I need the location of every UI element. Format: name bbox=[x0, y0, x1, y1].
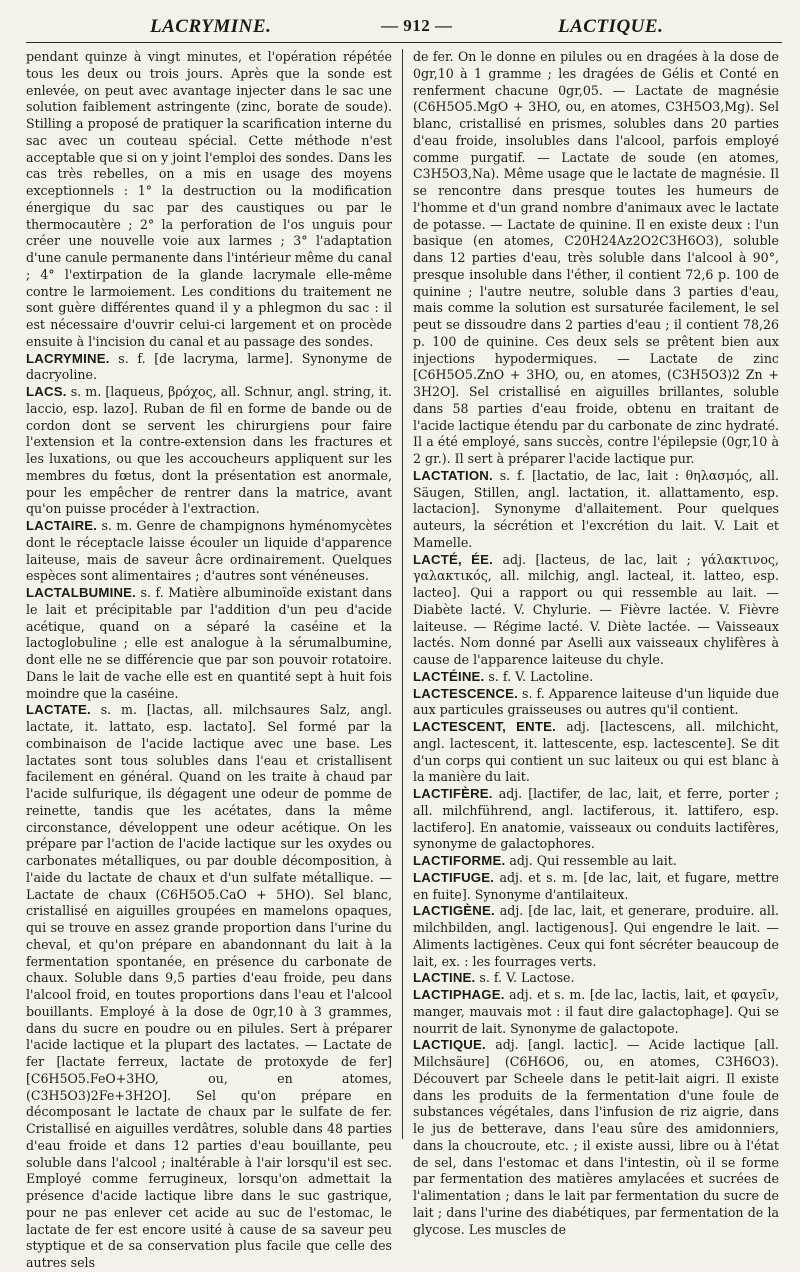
headword: LACTIFÈRE. bbox=[413, 786, 493, 801]
headword: LACTIPHAGE. bbox=[413, 987, 505, 1002]
running-head bbox=[26, 14, 782, 40]
headword: LACTÉINE. bbox=[413, 668, 485, 684]
entry-lactifuge bbox=[413, 870, 779, 904]
headword: LACTÉ, ÉE. bbox=[413, 551, 494, 567]
left-column bbox=[26, 49, 402, 1270]
entry-lactaire bbox=[26, 518, 392, 585]
definition: s. f. V. Lactoline. bbox=[488, 668, 594, 684]
definition: s. f. [de lacryma, larme]. Synonyme de dacryoline. bbox=[26, 350, 392, 383]
entry-lactigene bbox=[413, 903, 779, 970]
headword: LACTESCENCE. bbox=[413, 685, 518, 701]
headword: LACTALBUMINE. bbox=[26, 585, 137, 600]
entry-lactate bbox=[26, 702, 392, 1272]
right-column bbox=[403, 49, 779, 1237]
definition: adj. et s. m. [de lac, lait, et fugare, mettre en fuite]. Synonyme d'antilaiteux. bbox=[413, 869, 779, 902]
definition: s. m. [laqueus, βρόχος, all. Schnur, angl. string, it. laccio, esp. lazo]. Ruban de fil en forme de bande ou de cordon dont se servent les chirurgiens pour faire l'extension et la contre-extension dans les fractures et les luxations, ou que les accoucheurs appliquent sur les membres du fœtus, dont la présentation est anormale, pour les empêcher de rentrer dans la matrice, avant qu'on puisse procéder à l'extraction. bbox=[26, 384, 392, 517]
entry-lactifere bbox=[413, 786, 779, 853]
entry-lactation bbox=[413, 468, 779, 552]
entry-lacrymine bbox=[26, 351, 392, 385]
running-head-right: LACTIQUE. bbox=[558, 16, 664, 37]
headword: LACTIQUE. bbox=[413, 1037, 486, 1053]
definition: adj. et s. m. [de lac, lactis, lait, et φαγεῖν, manger, mauvais mot : il faut dire galactophage]. Qui se nourrit de lait. Synonyme de galactopote. bbox=[413, 987, 779, 1036]
headword: LACTIFORME. bbox=[413, 853, 506, 868]
definition: adj. [lactifer, de lac, lait, et ferre, porter ; all. milchführend, angl. lactiferous, it. lattifero, esp. lactifero]. En anatomie, vaisseaux ou conduits lactifères, synonyme de galactophores. bbox=[413, 786, 779, 852]
header-rule bbox=[26, 42, 782, 43]
headword: LACTATE. bbox=[26, 702, 91, 718]
entry-lactique bbox=[413, 1037, 779, 1238]
entry-lactiphage bbox=[413, 987, 779, 1037]
entry-lacteine bbox=[413, 669, 779, 686]
headword: LACTATION. bbox=[413, 467, 493, 483]
definition: s. m. Genre de champignons hyménomycètes dont le réceptacle laisse écouler un liquide d'apparence laiteuse, mais de saveur âcre ordinairement. Quelques espèces sont alimentaires ; d'autres sont vénéneuses. bbox=[26, 518, 392, 584]
entry-lacte bbox=[413, 552, 779, 669]
headword: LACTINE. bbox=[413, 970, 476, 986]
headword: LACTAIRE. bbox=[26, 518, 98, 533]
left-continuation: pendant quinze à vingt minutes, et l'opération répétée tous les deux ou trois jours. Après que la sonde est enlevée, on peut avec avantage injecter dans le sac une solution faiblement astringente (zinc, borate de soude). Stilling a proposé de pratiquer la scarification interne du sac avec un couteau spécial. Cette méthode n'est acceptable que si on y joint l'emploi des sondes. Dans les cas très rebelles, on a mis en usage des moyens exceptionnels : 1° la destruction ou la modification énergique du sac par des caustiques ou par le thermocautère ; 2° la perforation de l'os unguis pour créer une nouvelle voie aux larmes ; 3° l'adaptation d'une canule permanente dans l'intérieur même du canal ; 4° l'extirpation de la glande lacrymale elle-même contre le larmoiement. Les conditions du traitement ne sont guère différentes quand il y a phlegmon du sac : il est nécessaire d'ouvrir celui-ci largement et on procède ensuite à l'incision du canal et au passage des sondes. bbox=[26, 49, 392, 349]
headword: LACRYMINE. bbox=[26, 350, 110, 366]
page-number: — 912 — bbox=[381, 16, 453, 35]
definition: adj. [angl. lactic]. — Acide lactique [all. Milchsäure] (C6H6O6, ou, en atomes, C3H6O3). Découvert par Scheele dans le petit-lait aigri. Il existe dans les produits de la fermentation d'une foule de substances végétales, dans l'infusion de riz aigrie, dans le jus de betterave, dans l'eau sûre des amidonniers, dans la choucroute, etc. ; il existe aussi, libre ou à l'état de sel, dans l'estomac et dans l'intestin, où il se forme par fermentation des matières amylacées et sucrées de l'alimentation ; dans le lait par fermentation du sucre de lait ; dans l'urine des diabétiques, par fermentation de la glycose. Les muscles de bbox=[413, 1037, 779, 1237]
entry-lactalbumine bbox=[26, 585, 392, 702]
definition: adj. Qui ressemble au lait. bbox=[509, 853, 677, 868]
definition: adj. [lacteus, de lac, lait ; γάλακτινος, γαλακτικός, all. milchig, angl. lacteal, it. latteo, esp. lacteo]. Qui a rapport ou qui ressemble au lait. — Diabète lacté. V. Chylurie. — Fièvre lactée. V. Fièvre laiteuse. — Régime lacté. V. Diète lactée. — Vaisseaux lactés. Nom donné par Aselli aux vaisseaux chylifères à cause de l'apparence laiteuse du chyle. bbox=[413, 551, 779, 667]
headword: LACTIGÈNE. bbox=[413, 903, 495, 919]
entry-lactescence bbox=[413, 686, 779, 720]
headword: LACTESCENT, ENTE. bbox=[413, 719, 556, 734]
running-head-left: LACRYMINE. bbox=[150, 16, 272, 37]
definition: s. f. Matière albuminoïde existant dans le lait et précipitable par l'addition d'un peu d'acide acétique, quand on a séparé la caséine et la lactoglobuline ; elle est analogue à la sérumalbumine, dont elle ne se différencie que par son pouvoir rotatoire. Dans le lait de vache elle est en quantité sept à huit fois moindre que la caséine. bbox=[26, 585, 392, 701]
definition: adj. [de lac, lait, et generare, produire. all. milchbilden, angl. lactigenous]. Qui engendre le lait. — Aliments lactigènes. Ceux qui font sécréter beaucoup de lait, ex. : les fourrages verts. bbox=[413, 903, 779, 969]
definition: s. m. [lactas, all. milchsaures Salz, angl. lactate, it. lattato, esp. lactato]. Sel formé par la combinaison de l'acide lactique avec une base. Les lactates sont tous solubles dans l'eau et cristallisent facilement en général. Quand on les traite à chaud par l'acide sulfurique, ils dégagent une odeur de pomme de reinette, tandis que les acétates, dans la même circonstance, développent une odeur acétique. On les prépare par l'action de l'acide lactique sur les oxydes ou carbonates métalliques, ou par double décomposition, à l'aide du lactate de chaux et d'un sulfate métallique. — Lactate de chaux (C6H5O5.CaO + 5HO). Sel blanc, cristallisé en aiguilles groupées en mamelons opaques, qui se trouve en assez grande proportion dans l'urine du cheval, et qu'on prépare en abandonnant du lait à la fermentation spontanée, en présence du carbonate de chaux. Soluble dans 9,5 parties d'eau froide, peu dans l'alcool froid, en toutes proportions dans l'eau et l'alcool bouillants. Employé à la dose de 0gr,10 à 3 grammes, dans du sucre en poudre ou en pilules. Sert à préparer l'acide lactique et la plupart des lactates. — Lactate de fer [lactate ferreux, lactate de protoxyde de fer] [C6H5O5.FeO+3HO, ou, en atomes, (C3H5O3)2Fe+3H2O]. Sel qu'on prépare en décomposant le lactate de chaux par le sulfate de fer. Cristallisé en aiguilles verdâtres, soluble dans 48 parties d'eau froide et dans 12 parties d'eau bouillante, peu soluble dans l'alcool ; inaltérable à l'air lorsqu'il est sec. Employé comme ferrugineux, lorsqu'on admettait la présence d'acide lactique libre dans le suc gastrique, pour ne pas enlever cet acide au suc de l'estomac, le lactate de fer est encore usité à cause de sa saveur peu styptique et de sa conservation plus facile que celle des autres sels bbox=[26, 702, 392, 1270]
entry-lactescent bbox=[413, 719, 779, 786]
text-columns bbox=[26, 49, 782, 1270]
definition: s. f. [lactatio, de lac, lait : θηλασμός, all. Säugen, Stillen, angl. lactation, it. allattamento, esp. lactacion]. Synonyme d'allaitement. Pour quelques auteurs, la sécrétion et l'excrétion du lait. V. Lait et Mamelle. bbox=[413, 467, 779, 550]
entry-lactine bbox=[413, 970, 779, 987]
definition: s. f. Apparence laiteuse d'un liquide due aux particules graisseuses ou autres qu'il contient. bbox=[413, 685, 779, 718]
entry-lacs bbox=[26, 384, 392, 518]
definition: s. f. V. Lactose. bbox=[479, 970, 575, 986]
entry-lactiforme bbox=[413, 853, 779, 870]
headword: LACTIFUGE. bbox=[413, 869, 495, 885]
headword: LACS. bbox=[26, 384, 67, 399]
definition: adj. [lactescens, all. milchicht, angl. lactescent, it. lattescente, esp. lactescente]. Se dit d'un corps qui contient un suc laiteux ou qui est blanc à la manière du lait. bbox=[413, 719, 779, 785]
right-continuation: de fer. On le donne en pilules ou en dragées à la dose de 0gr,10 à 1 gramme ; les dragées de Gélis et Conté en renferment chacune 0gr,05. — Lactate de magnésie (C6H5O5.MgO + 3HO, ou, en atomes, C3H5O3,Mg). Sel blanc, cristallisé en prismes, solubles dans 20 parties d'eau froide, insolubles dans l'alcool, parfois employé comme purgatif. — Lactate de soude (en atomes, C3H5O3,Na). Même usage que le lactate de magnésie. Il se rencontre dans presque toutes les humeurs de l'homme et d'un grand nombre d'animaux avec le lactate de potasse. — Lactate de quinine. Il en existe deux : l'un basique (en atomes, C20H24Az2O2C3H6O3), soluble dans 12 parties d'eau, très soluble dans l'alcool à 90°, presque insoluble dans l'éther, il contient 72,6 p. 100 de quinine ; l'autre neutre, soluble dans 3 parties d'eau, mais comme la solution est sursaturée facilement, le sel peut se dissoudre dans 2 parties d'eau ; il contient 78,26 p. 100 de quinine. Ces deux sels se prêtent bien aux injections hypodermiques. — Lactate de zinc [C6H5O5.ZnO + 3HO, ou, en atomes, (C3H5O3)2 Zn + 3H2O]. Sel cristallisé en aiguilles brillantes, soluble dans 58 parties d'eau froide, obtenu en traitant de l'acide lactique étendu par du carbonate de zinc hydraté. Il a été employé, sans succès, contre l'épilepsie (0gr,10 à 2 gr.). Il sert à préparer l'acide lactique pur. bbox=[413, 49, 779, 466]
